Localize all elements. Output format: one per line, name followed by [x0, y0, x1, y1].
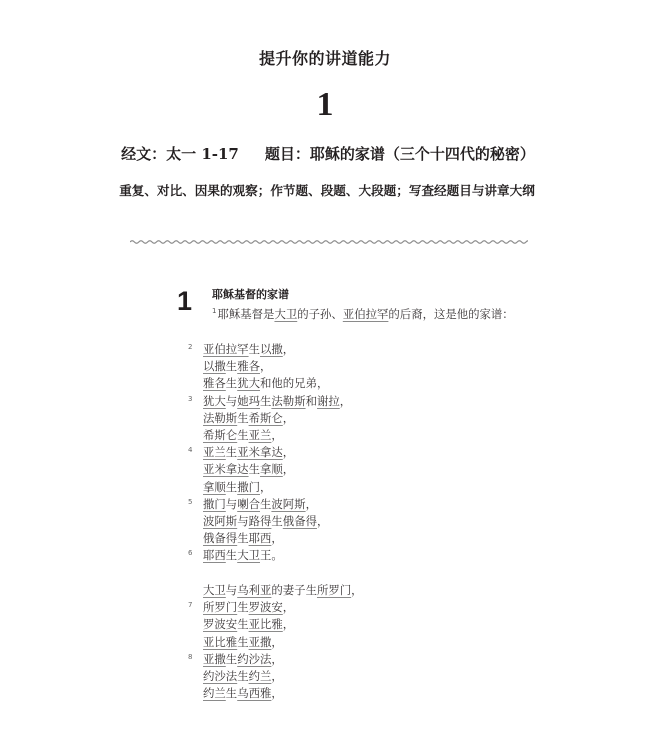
genealogy-line [185, 358, 351, 375]
verse-text-segment: 与 [225, 393, 238, 408]
underlined-name: 雅各 [203, 376, 226, 391]
genealogy-line [185, 341, 351, 358]
lesson-number: 1 [316, 86, 334, 123]
underlined-name: 希斯仑 [248, 410, 283, 425]
verse-text-segment: ， [271, 634, 283, 649]
verse-text-segment: 生 [225, 376, 238, 391]
underlined-name: 约沙法 [203, 668, 238, 683]
verse-text-segment: ， [271, 668, 283, 683]
verse-text-segment: 生 [225, 479, 238, 494]
underlined-name: 波阿斯 [271, 496, 306, 511]
underlined-name: 亚伯拉罕 [342, 307, 389, 321]
verse-text-segment: 耶稣基督是 [217, 307, 275, 321]
verse-number: 7 [188, 601, 193, 610]
underlined-name: 大卫 [274, 307, 298, 321]
genealogy-line [185, 547, 351, 564]
underlined-name: 亚兰 [248, 427, 272, 442]
wavy-divider [130, 238, 528, 246]
passage-label: 经文：太一 1-17 [121, 145, 239, 163]
underlined-name: 约兰 [203, 686, 226, 701]
verse-text-segment: 生 [225, 445, 238, 460]
underlined-name: 以撒 [203, 359, 226, 374]
verse-text-segment: 的子孙、 [297, 307, 343, 321]
genealogy-line [185, 444, 351, 461]
underlined-name: 亚米拿达 [203, 462, 249, 477]
genealogy-line [185, 582, 363, 599]
verse-text-segment: ， [339, 393, 352, 408]
underlined-name: 她玛 [237, 393, 260, 408]
underlined-name: 犹大 [237, 376, 260, 391]
verse-text-segment: ， [282, 445, 295, 460]
underlined-name: 犹大 [203, 393, 226, 408]
underlined-name: 大卫 [203, 583, 226, 597]
verse-text-segment: ， [282, 410, 295, 425]
underlined-name: 耶西 [248, 531, 272, 546]
verse-text-segment: 生 [225, 548, 238, 563]
genealogy-line [185, 427, 351, 444]
verse-text-segment: ， [282, 342, 295, 356]
genealogy-line [185, 616, 363, 633]
genealogy-line [185, 461, 351, 478]
underlined-name: 所罗门 [203, 600, 238, 615]
underlined-name: 喇合 [237, 496, 260, 511]
verse-text-segment: 生 [237, 427, 249, 442]
underlined-name: 撒门 [237, 479, 260, 494]
genealogy-line [185, 685, 363, 702]
underlined-name: 撒门 [203, 496, 226, 511]
underlined-name: 俄备得 [203, 531, 238, 546]
verse-number: 5 [188, 497, 193, 506]
verse-text-segment: ， [271, 531, 283, 546]
verse-text-segment: ， [316, 513, 329, 528]
verse-text-segment: ， [351, 583, 363, 597]
verse-text-segment: 生 [237, 668, 249, 683]
verse-number: 3 [188, 394, 193, 403]
underlined-name: 约沙法 [237, 651, 272, 666]
book-title: 提升你的讲道能力 [258, 49, 391, 68]
verse-text-segment: 生 [260, 496, 272, 511]
verse-text-segment: ， [271, 651, 283, 666]
underlined-name: 罗波安 [203, 617, 238, 632]
genealogy-line [185, 479, 351, 496]
verse-text-segment: ， [282, 617, 295, 632]
underlined-name: 拿顺 [203, 479, 226, 494]
underlined-name: 乌西雅 [237, 686, 272, 701]
genealogy-line [185, 668, 363, 685]
verse-text-segment: 的妻子生 [271, 583, 317, 597]
verse-text-segment: ， [260, 359, 272, 374]
intro-verse [212, 303, 514, 323]
underlined-name: 耶西 [203, 548, 226, 563]
verse-text-segment: 生 [225, 686, 238, 701]
underlined-name: 亚米拿达 [237, 445, 283, 460]
verse-text-segment: 生 [237, 617, 249, 632]
skills-subtitle: 重复、对比、因果的观察；作节题、段题、大段题；写查经题目与讲章大纲 [119, 183, 535, 198]
verse-text-segment: 生 [248, 342, 260, 356]
verse-text-segment: 王。 [260, 548, 283, 563]
verse-text-segment: ， [282, 600, 295, 615]
verse-text-segment: 的后裔，这是他的家谱： [388, 307, 514, 321]
genealogy-line [185, 496, 351, 513]
verse-text-segment: ， [260, 479, 272, 494]
underlined-name: 法勒斯 [271, 393, 306, 408]
genealogy-block-2 [185, 582, 363, 702]
underlined-name: 俄备得 [282, 513, 317, 528]
verse-text-segment: ， [271, 427, 283, 442]
underlined-name: 罗波安 [248, 600, 283, 615]
verse-text-segment: 与 [225, 496, 238, 511]
verse-text-segment: 和他的兄弟， [260, 376, 329, 391]
genealogy-line [185, 410, 351, 427]
verse-text-segment: 生 [248, 462, 260, 477]
verse-text-segment: 生 [271, 513, 283, 528]
underlined-name: 拿顺 [259, 462, 283, 477]
verse-text-segment: 和 [305, 393, 317, 408]
verse-text-segment: 生 [260, 393, 272, 408]
genealogy-line [185, 599, 363, 616]
verse-number: 1 [212, 307, 217, 315]
underlined-name: 所罗门 [316, 583, 352, 597]
verse-text-segment: 生 [225, 651, 238, 666]
verse-text-segment: ， [271, 686, 283, 701]
verse-number: 6 [188, 549, 193, 558]
genealogy-line [185, 634, 363, 651]
underlined-name: 雅各 [237, 359, 260, 374]
verse-text-segment: 生 [237, 634, 249, 649]
genealogy-line [185, 530, 351, 547]
passage-topic-line [0, 143, 650, 165]
verse-number: 8 [188, 652, 193, 661]
underlined-name: 谢拉 [317, 393, 340, 408]
underlined-name: 亚伯拉罕 [203, 342, 249, 356]
underlined-name: 亚比雅 [248, 617, 283, 632]
underlined-name: 大卫 [237, 548, 260, 563]
underlined-name: 法勒斯 [203, 410, 238, 425]
verse-text-segment: ， [305, 496, 317, 511]
section-heading: 耶稣基督的家谱 [212, 288, 289, 301]
verse-text-segment: 生 [225, 359, 238, 374]
genealogy-line [185, 393, 351, 410]
underlined-name: 亚撒 [248, 634, 272, 649]
verse-text-segment: 生 [237, 410, 249, 425]
underlined-name: 乌利亚 [237, 583, 272, 597]
genealogy-line [185, 513, 351, 530]
verse-text-segment: 生 [237, 531, 249, 546]
underlined-name: 约兰 [248, 668, 272, 683]
verse-text-segment: ， [282, 462, 295, 477]
verse-text-segment: 与 [225, 583, 238, 597]
verse-number: 2 [188, 343, 193, 351]
underlined-name: 亚比雅 [203, 634, 238, 649]
underlined-name: 以撒 [259, 342, 283, 356]
verse-text [217, 307, 513, 321]
genealogy-line [185, 375, 351, 392]
genealogy-line [185, 651, 363, 668]
section-number: 1 [177, 286, 193, 316]
verse-number: 4 [188, 446, 193, 455]
topic-label: 题目：耶稣的家谱（三个十四代的秘密） [264, 145, 535, 163]
underlined-name: 亚撒 [203, 651, 226, 666]
verse-text-segment: 生 [237, 600, 249, 615]
underlined-name: 路得 [248, 513, 272, 528]
genealogy-block-1 [185, 341, 351, 564]
underlined-name: 希斯仑 [203, 427, 238, 442]
verse-text-segment: 与 [237, 513, 249, 528]
underlined-name: 波阿斯 [203, 513, 238, 528]
underlined-name: 亚兰 [203, 445, 226, 460]
